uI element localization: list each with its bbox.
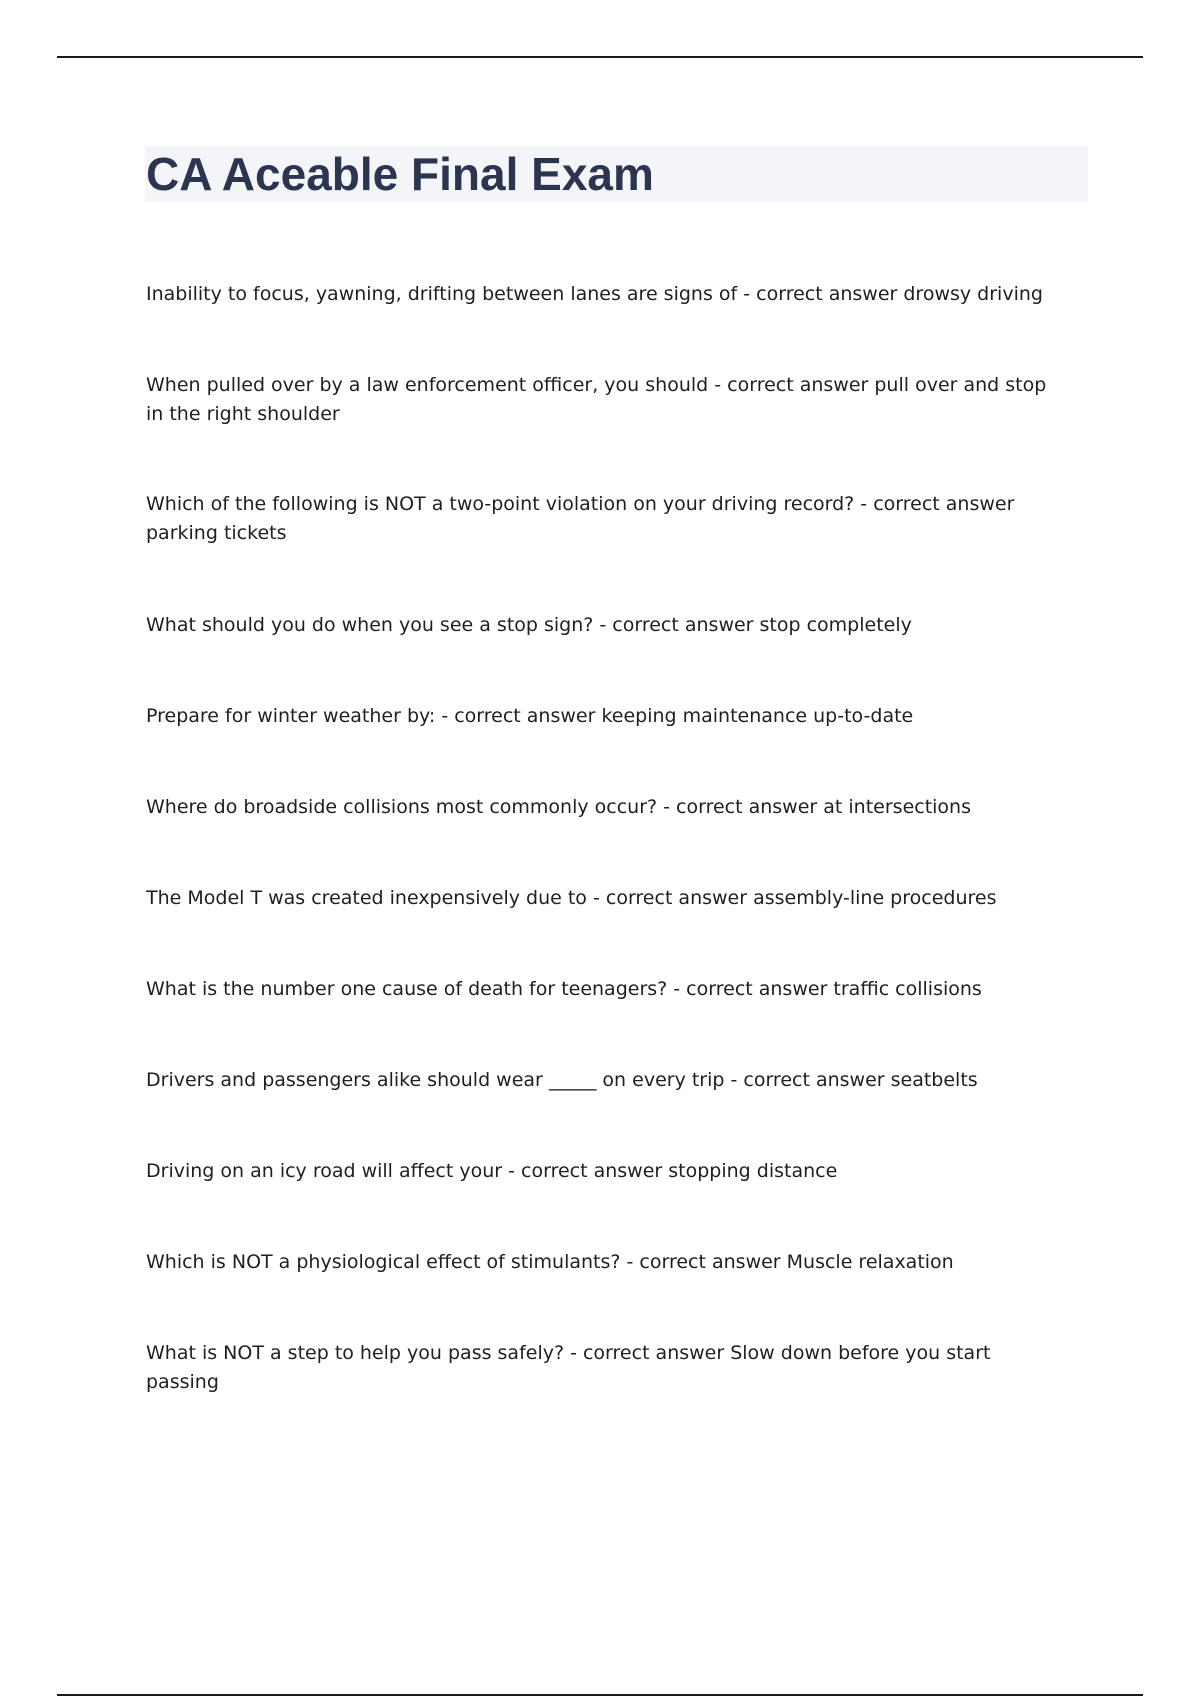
qa-item: What is the number one cause of death for teenagers? - correct answer traffic collisions xyxy=(146,978,982,1000)
top-rule xyxy=(57,56,1143,58)
bottom-rule xyxy=(57,1694,1143,1696)
qa-item: Drivers and passengers alike should wear _____ on every trip - correct answer seatbelts xyxy=(146,1069,978,1091)
qa-item: Where do broadside collisions most commonly occur? - correct answer at intersections xyxy=(146,796,971,818)
qa-item: Inability to focus, yawning, drifting between lanes are signs of - correct answer drowsy driving xyxy=(146,283,1043,305)
qa-item: Which of the following is NOT a two-point violation on your driving record? - correct answer parking tickets xyxy=(146,493,1015,544)
qa-item: Which is NOT a physiological effect of stimulants? - correct answer Muscle relaxation xyxy=(146,1251,954,1273)
qa-item: What should you do when you see a stop sign? - correct answer stop completely xyxy=(146,614,912,636)
qa-item: The Model T was created inexpensively due to - correct answer assembly-line procedures xyxy=(146,887,997,909)
qa-item: What is NOT a step to help you pass safely? - correct answer Slow down before you start passing xyxy=(146,1342,991,1393)
qa-item: Prepare for winter weather by: - correct answer keeping maintenance up-to-date xyxy=(146,705,914,727)
qa-item: Driving on an icy road will affect your - correct answer stopping distance xyxy=(146,1160,838,1182)
document-title: CA Aceable Final Exam xyxy=(146,148,654,200)
qa-item: When pulled over by a law enforcement officer, you should - correct answer pull over and stop in the right shoulder xyxy=(146,374,1047,425)
